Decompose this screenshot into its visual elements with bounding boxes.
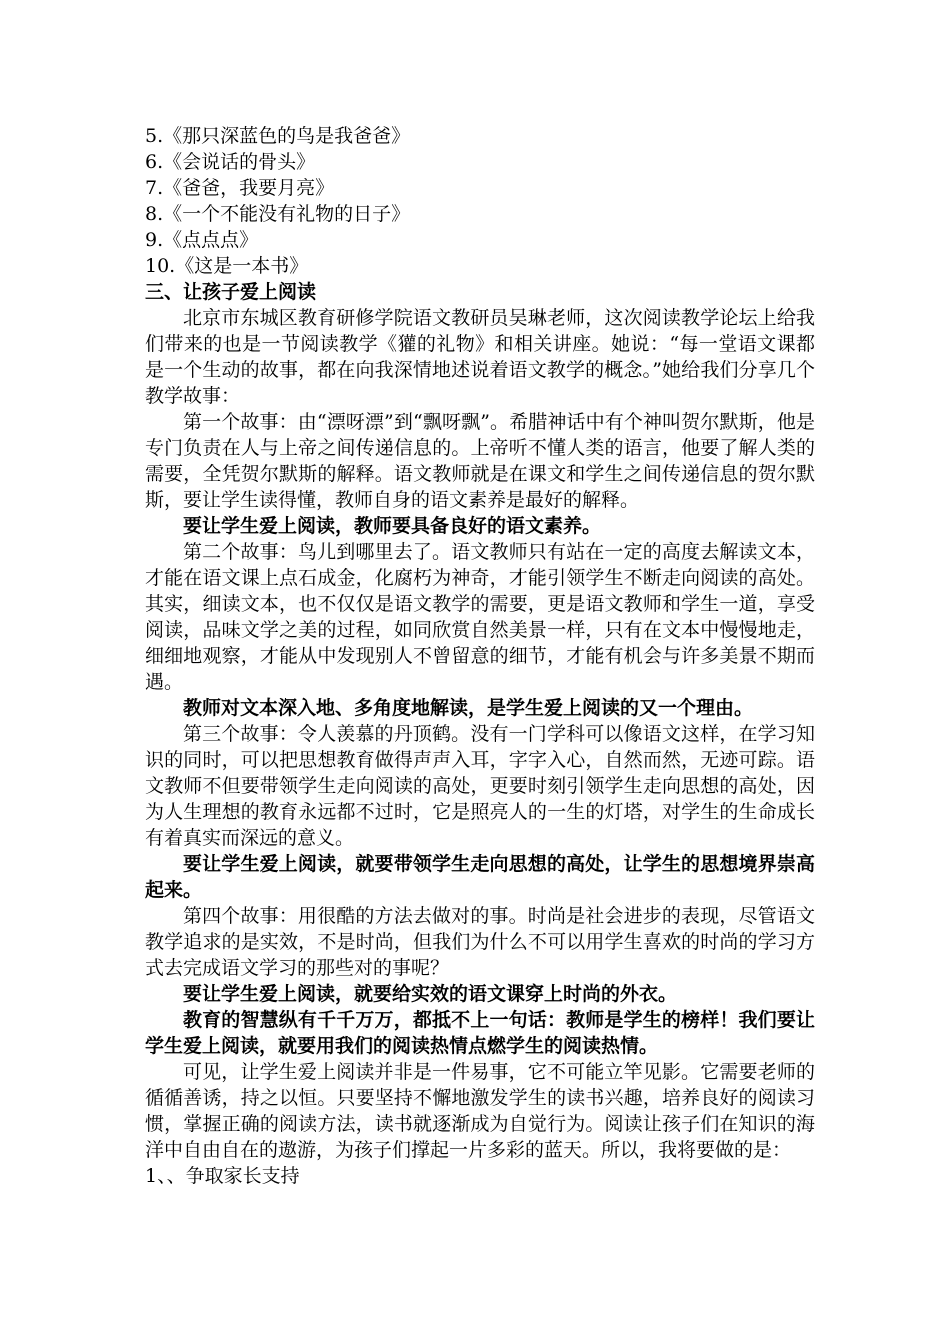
book-list-item: 5.《那只深蓝色的鸟是我爸爸》 <box>145 125 411 147</box>
bold-conclusion: 要让学生爱上阅读，就要给实效的语文课穿上时尚的外衣。 <box>183 983 678 1005</box>
bold-conclusion: 教育的智慧纵有千千万万，都抵不上一句话：教师是学生的榜样！我们要让学生爱上阅读，就要用我们的阅读热情点燃学生的阅读热情。 <box>145 1009 815 1057</box>
document-page <box>145 123 815 1189</box>
bold-conclusion: 教师对文本深入地、多角度地解读，是学生爱上阅读的又一个理由。 <box>183 697 754 719</box>
book-list-item: 10.《这是一本书》 <box>145 255 309 277</box>
paragraph: 可见，让学生爱上阅读并非是一件易事，它不可能立竿见影。它需要老师的循循善诱，持之以恒。只要坚持不懈地激发学生的读书兴趣，培养良好的阅读习惯，掌握正确的阅读方法，读书就逐渐成为自觉行为。阅读让孩子们在知识的海洋中自由自在的遨游，为孩子们撑起一片多彩的蓝天。所以，我将要做的是： <box>145 1061 815 1161</box>
numbered-item: 1、、争取家长支持 <box>145 1165 300 1187</box>
paragraph: 第三个故事：令人羡慕的丹顶鹤。没有一门学科可以像语文这样，在学习知识的同时，可以把思想教育做得声声入耳，字字入心，自然而然，无迹可踪。语文教师不但要带领学生走向阅读的高处，更要时刻引领学生走向思想的高处，因为人生理想的教育永远都不过时，它是照亮人的一生的灯塔，对学生的生命成长有着真实而深远的意义。 <box>145 723 815 849</box>
book-list-item: 9.《点点点》 <box>145 229 259 251</box>
paragraph: 北京市东城区教育研修学院语文教研员吴琳老师，这次阅读教学论坛上给我们带来的也是一节阅读教学《獾的礼物》和相关讲座。她说：“每一堂语文课都是一个生动的故事，都在向我深情地述说着语文教学的概念。”她给我们分享几个教学故事： <box>145 307 815 407</box>
paragraph: 第二个故事：鸟儿到哪里去了。语文教师只有站在一定的高度去解读文本，才能在语文课上点石成金，化腐朽为神奇，才能引领学生不断走向阅读的高处。其实，细读文本，也不仅仅是语文教学的需要，更是语文教师和学生一道，享受阅读，品味文学之美的过程，如同欣赏自然美景一样，只有在文本中慢慢地走，细细地观察，才能从中发现别人不曾留意的细节，才能有机会与许多美景不期而遇。 <box>145 541 815 693</box>
book-list-item: 6.《会说话的骨头》 <box>145 151 316 173</box>
paragraph: 第一个故事：由“漂呀漂”到“飘呀飘”。希腊神话中有个神叫贺尔默斯，他是专门负责在人与上帝之间传递信息的。上帝听不懂人类的语言，他要了解人类的需要，全凭贺尔默斯的解释。语文教师就是在课文和学生之间传递信息的贺尔默斯，要让学生读得懂，教师自身的语文素养是最好的解释。 <box>145 411 815 511</box>
bold-conclusion: 要让学生爱上阅读，就要带领学生走向思想的高处，让学生的思想境界崇高起来。 <box>145 853 815 901</box>
bold-conclusion: 要让学生爱上阅读，教师要具备良好的语文素养。 <box>183 515 602 537</box>
paragraph: 第四个故事：用很酷的方法去做对的事。时尚是社会进步的表现，尽管语文教学追求的是实效，不是时尚，但我们为什么不可以用学生喜欢的时尚的学习方式去完成语文学习的那些对的事呢？ <box>145 905 815 979</box>
book-list-item: 8.《一个不能没有礼物的日子》 <box>145 203 411 225</box>
book-list-item: 7.《爸爸，我要月亮》 <box>145 177 335 199</box>
section-heading: 三、让孩子爱上阅读 <box>145 281 317 303</box>
